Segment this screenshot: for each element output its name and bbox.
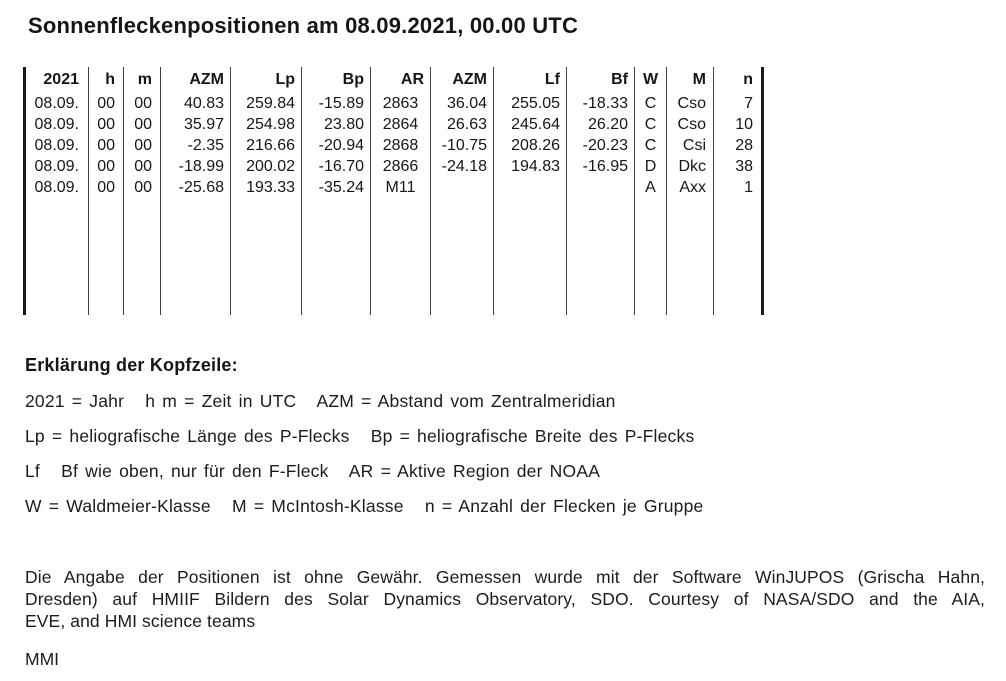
cell-ar-r4: M11	[385, 179, 416, 196]
cell-minute-r3: 00	[134, 158, 152, 175]
cell-mcintosh-r4: Axx	[679, 179, 706, 196]
column-count	[714, 67, 761, 315]
cell-bf-r3: -16.95	[582, 158, 628, 175]
cell-lf-r4	[494, 177, 566, 198]
column-waldmeier	[635, 67, 667, 315]
cell-lp-r0: 259.84	[246, 95, 295, 112]
sunspot-position-table	[23, 67, 764, 315]
cell-lp-r1: 254.98	[246, 116, 295, 133]
cell-hour-r3: 00	[97, 158, 115, 175]
column-header-minute: m	[137, 71, 152, 88]
cell-count-r4: 1	[744, 179, 753, 196]
cell-azm-p-r0: 40.83	[183, 95, 224, 112]
cell-bp-r3: -16.70	[318, 158, 364, 175]
cell-lf-r2: 208.26	[511, 137, 560, 154]
explanation-line-2: Lp = heliografische Länge des P-Flecks Bp = heliografische Breite des P-Flecks	[25, 426, 695, 446]
cell-lp-r2: 216.66	[246, 137, 295, 154]
cell-lf-r3: 194.83	[511, 158, 560, 175]
column-bf	[567, 67, 635, 315]
cell-count-r2: 28	[735, 137, 753, 154]
cell-ar-r2: 2868	[382, 137, 419, 154]
cell-bp-r1: 23.80	[323, 116, 364, 133]
cell-azm-p-r2: -2.35	[187, 137, 224, 154]
column-header-count: n	[743, 71, 753, 88]
cell-hour-r2: 00	[97, 137, 115, 154]
cell-hour-r1: 00	[97, 116, 115, 133]
cell-hour-r4: 00	[97, 179, 115, 196]
cell-hour-r0: 00	[97, 95, 115, 112]
column-header-mcintosh: M	[692, 71, 706, 88]
column-lf	[494, 67, 567, 315]
cell-waldmeier-r4: A	[645, 179, 656, 196]
signature: MMI	[25, 649, 60, 669]
cell-azm-f-r2: -10.75	[441, 137, 487, 154]
cell-azm-p-r1: 35.97	[183, 116, 224, 133]
cell-mcintosh-r2: Csi	[682, 137, 706, 154]
column-azm-p	[161, 67, 231, 315]
cell-bp-r0: -15.89	[318, 95, 364, 112]
cell-azm-f-r0: 36.04	[446, 95, 487, 112]
disclaimer-line-1: Die Angabe der Positionen ist ohne Gewähr. Gemessen wurde mit der Software WinJUPOS (Grischa Hahn,	[25, 567, 985, 587]
cell-lf-r0: 255.05	[511, 95, 560, 112]
disclaimer-line-2: Dresden) auf HMIIF Bildern des Solar Dynamics Observatory, SDO. Courtesy of NASA/SDO and the AIA,	[25, 589, 985, 609]
cell-minute-r0: 00	[134, 95, 152, 112]
column-header-waldmeier: W	[642, 71, 659, 88]
cell-minute-r4: 00	[134, 179, 152, 196]
cell-ar-r0: 2863	[382, 95, 419, 112]
column-mcintosh	[667, 67, 714, 315]
cell-year-r4: 08.09.	[34, 179, 79, 196]
column-header-azm-p: AZM	[189, 71, 224, 88]
cell-count-r1: 10	[735, 116, 753, 133]
disclaimer-line-3: EVE, and HMI science teams	[25, 611, 256, 631]
cell-bp-r2: -20.94	[318, 137, 364, 154]
column-header-lf: Lf	[544, 71, 560, 88]
cell-minute-r1: 00	[134, 116, 152, 133]
cell-azm-f-r3: -24.18	[441, 158, 487, 175]
disclaimer-paragraph	[25, 566, 985, 632]
cell-waldmeier-r2: C	[644, 137, 657, 154]
cell-azm-p-r4: -25.68	[178, 179, 224, 196]
column-lp	[231, 67, 302, 315]
cell-lp-r3: 200.02	[246, 158, 295, 175]
cell-waldmeier-r0: C	[644, 95, 657, 112]
cell-bf-r4	[567, 177, 634, 198]
column-hour	[89, 67, 124, 315]
cell-waldmeier-r1: C	[644, 116, 657, 133]
explanation-line-1: 2021 = Jahr h m = Zeit in UTC AZM = Abstand vom Zentralmeridian	[25, 391, 616, 411]
cell-mcintosh-r1: Cso	[677, 116, 706, 133]
cell-count-r3: 38	[735, 158, 753, 175]
column-azm-f	[431, 67, 494, 315]
column-bp	[302, 67, 371, 315]
cell-ar-r1: 2864	[382, 116, 419, 133]
column-header-bf: Bf	[611, 71, 628, 88]
column-year	[26, 67, 89, 315]
cell-azm-p-r3: -18.99	[178, 158, 224, 175]
cell-year-r3: 08.09.	[34, 158, 79, 175]
cell-azm-f-r1: 26.63	[446, 116, 487, 133]
column-header-bp: Bp	[342, 71, 364, 88]
cell-mcintosh-r3: Dkc	[678, 158, 706, 175]
explanation-line-4: W = Waldmeier-Klasse M = McIntosh-Klasse n = Anzahl der Flecken je Gruppe	[25, 496, 704, 516]
cell-bf-r2: -20.23	[582, 137, 628, 154]
page-title: Sonnenfleckenpositionen am 08.09.2021, 00.00 UTC	[28, 13, 579, 38]
column-header-azm-f: AZM	[452, 71, 487, 88]
cell-bf-r0: -18.33	[582, 95, 628, 112]
cell-waldmeier-r3: D	[644, 158, 657, 175]
cell-count-r0: 7	[744, 95, 753, 112]
cell-bp-r4: -35.24	[318, 179, 364, 196]
column-header-hour: h	[105, 71, 115, 88]
cell-mcintosh-r0: Cso	[677, 95, 706, 112]
explanation-heading: Erklärung der Kopfzeile:	[25, 355, 238, 375]
explanation-line-3: Lf Bf wie oben, nur für den F-Fleck AR = Aktive Region der NOAA	[25, 461, 601, 481]
cell-year-r1: 08.09.	[34, 116, 79, 133]
column-header-year: 2021	[43, 71, 79, 88]
cell-azm-f-r4	[431, 177, 493, 198]
cell-minute-r2: 00	[134, 137, 152, 154]
column-minute	[124, 67, 161, 315]
cell-ar-r3: 2866	[382, 158, 419, 175]
column-header-lp: Lp	[275, 71, 295, 88]
cell-lf-r1: 245.64	[511, 116, 560, 133]
cell-year-r2: 08.09.	[34, 137, 79, 154]
cell-year-r0: 08.09.	[34, 95, 79, 112]
cell-lp-r4: 193.33	[246, 179, 295, 196]
column-header-ar: AR	[400, 71, 424, 88]
cell-bf-r1: 26.20	[587, 116, 628, 133]
column-ar	[371, 67, 431, 315]
